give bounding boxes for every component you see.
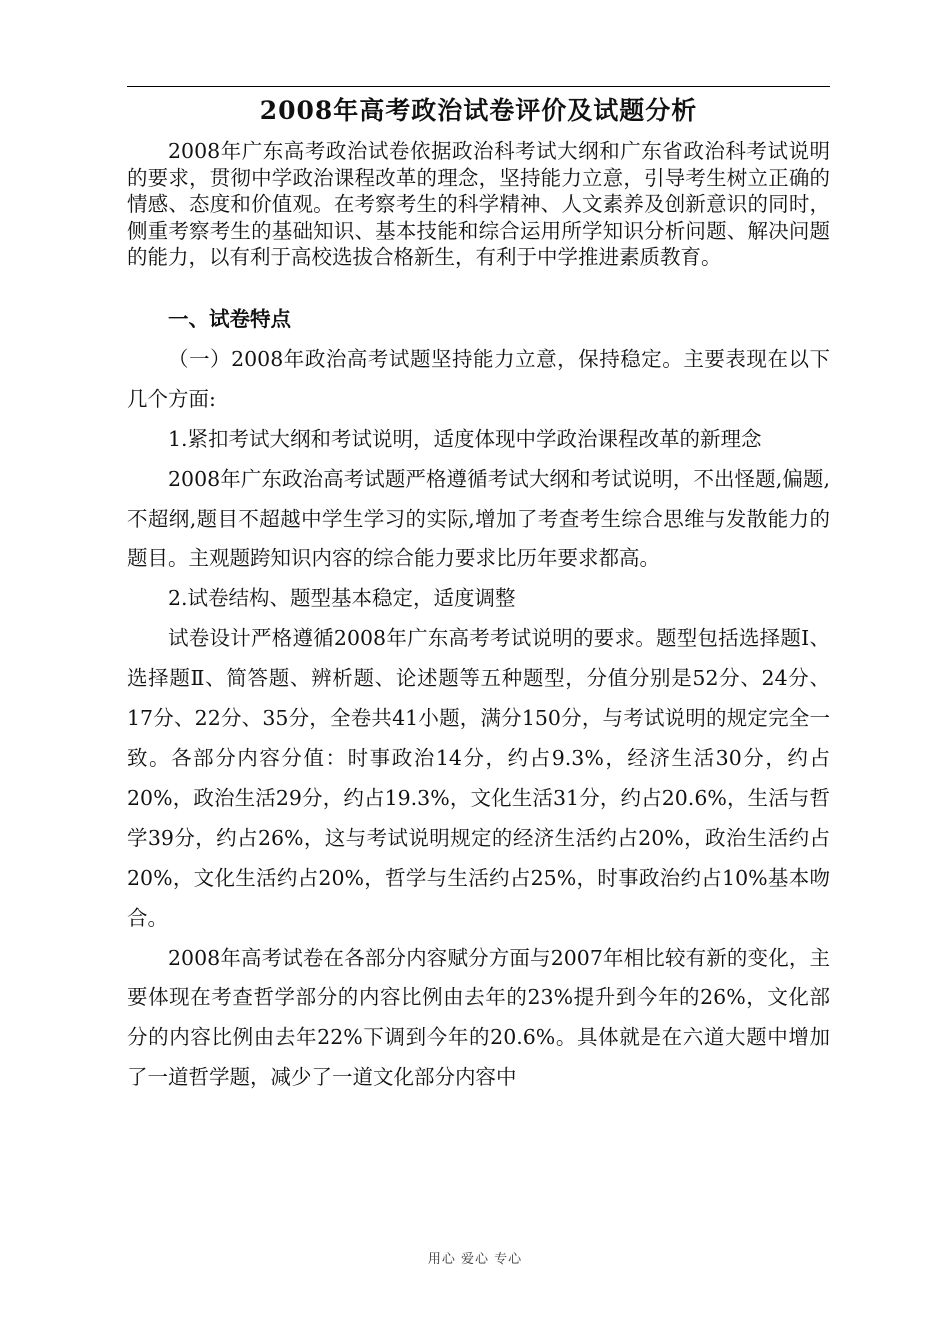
subsection-paragraph: （一）2008年政治高考试题坚持能力立意，保持稳定。主要表现在以下几个方面: (127, 346, 830, 411)
section-heading: 一、试卷特点 (168, 307, 291, 331)
body-paragraph: 试卷设计严格遵循2008年广东高考考试说明的要求。题型包括选择题Ⅰ、选择题Ⅱ、简答题、辨析题、论述题等五种题型，分值分别是52分、24分、17分、22分、35分，全卷共41小题，满分150分，与考试说明的规定完全一致。各部分内容分值：时事政治14分，约占9.3%，经济生活30分，约占20%，政治生活29分，约占19.3%，文化生活31分，约占20.6%，生活与哲学39分，约占26%，这与考试说明规定的经济生活约占20%，政治生活约占20%，文化生活约占20%，哲学与生活约占25%，时事政治约占10%基本吻合。 (127, 626, 830, 930)
point-title: 2.试卷结构、题型基本稳定，适度调整 (168, 586, 516, 611)
document-body (127, 300, 830, 1098)
point-title: 1.紧扣考试大纲和考试说明，适度体现中学政治课程改革的新理念 (168, 426, 762, 451)
body-paragraph: 2008年广东政治高考试题严格遵循考试大纲和考试说明，不出怪题,偏题,不超纲,题目不超越中学生学习的实际,增加了考查考生综合思维与发散能力的题目。主观题跨知识内容的综合能力要求比历年要求都高。 (127, 466, 830, 571)
intro-paragraph: 2008年广东高考政治试卷依据政治科考试大纲和广东省政治科考试说明的要求，贯彻中学政治课程改革的理念，坚持能力立意，引导考生树立正确的情感、态度和价值观。在考察考生的科学精神、人文素养及创新意识的同时，侧重考察考生的基础知识、基本技能和综合运用所学知识分析问题、解决问题的能力，以有利于高校选拔合格新生，有利于中学推进素质教育。 (127, 139, 830, 270)
document-title: 2008年高考政治试卷评价及试题分析 (259, 96, 698, 125)
body-paragraph: 2008年高考试卷在各部分内容赋分方面与2007年相比较有新的变化，主要体现在考查哲学部分的内容比例由去年的23%提升到今年的26%，文化部分的内容比例由去年22%下调到今年的20.6%。具体就是在六道大题中增加了一道哲学题，减少了一道文化部分内容中 (127, 945, 830, 1090)
page-footer: 用心 爱心 专心 (427, 1252, 523, 1267)
header-rule (127, 86, 830, 87)
